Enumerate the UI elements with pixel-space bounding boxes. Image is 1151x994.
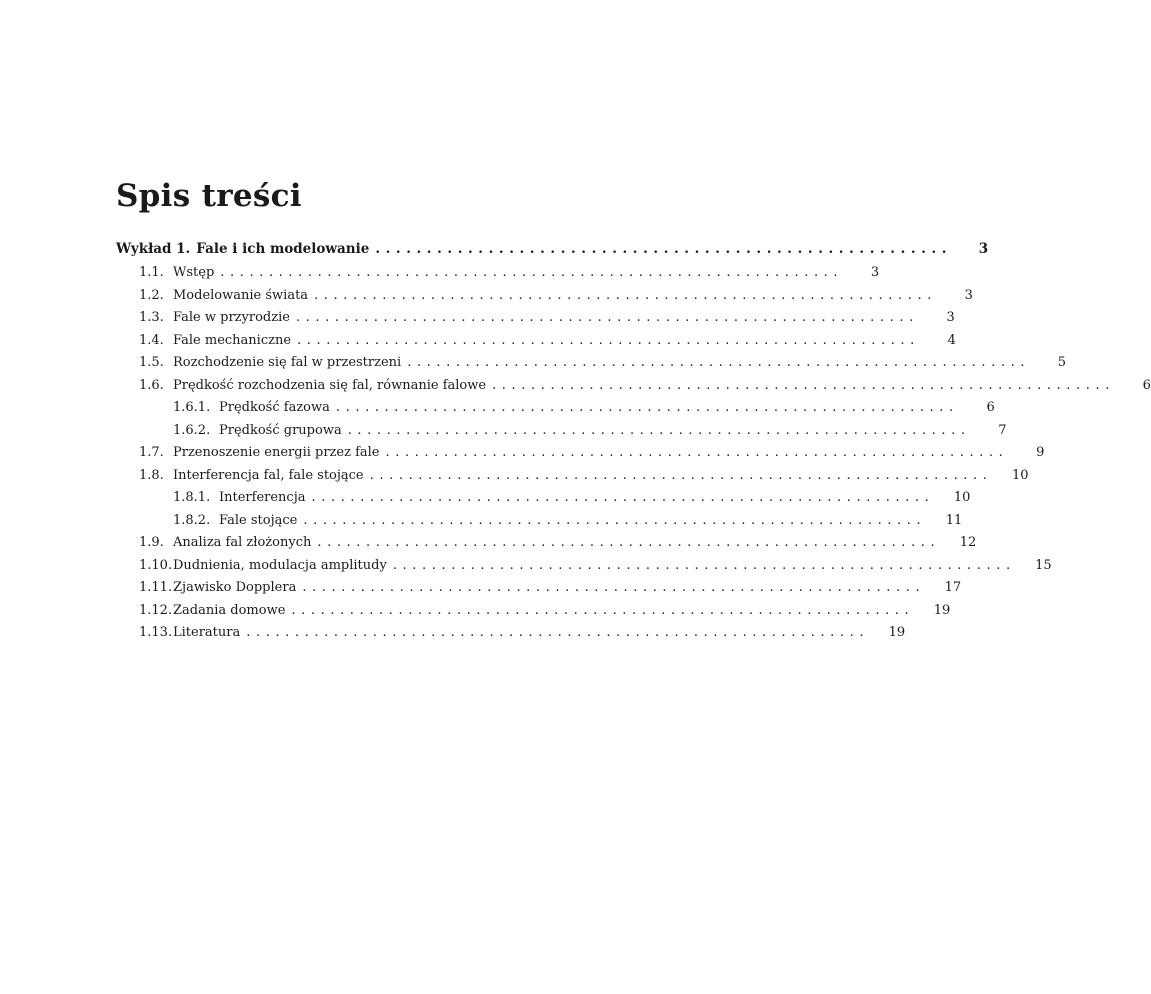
toc-chapter-title: Fale i ich modelowanie xyxy=(196,241,370,257)
toc-page-number: 9 xyxy=(1036,445,1045,460)
toc-subentry[interactable] xyxy=(173,488,971,508)
toc-page-number: 6 xyxy=(986,400,995,415)
toc-chapter-number: Wykład 1. xyxy=(116,241,191,257)
toc-dot-leader: ................................................................ xyxy=(311,490,935,505)
toc-entry[interactable] xyxy=(139,443,1045,463)
toc-chapter-entry[interactable] xyxy=(116,239,989,259)
toc-entry-number: 1.6.2. xyxy=(173,423,211,438)
toc-subentry[interactable] xyxy=(173,398,995,418)
toc-page-number: 19 xyxy=(888,625,906,640)
toc-entry-number: 1.13. xyxy=(139,625,173,640)
toc-entry-number: 1.9. xyxy=(139,535,164,550)
toc-entry-number: 1.2. xyxy=(139,288,164,303)
toc-dot-leader: ................................................................ xyxy=(392,558,1016,573)
toc-entry[interactable] xyxy=(139,466,1029,486)
toc-entry-number: 1.12. xyxy=(139,603,173,618)
toc-dot-leader: ................................................................ xyxy=(246,625,870,640)
toc-dot-leader: ................................................................ xyxy=(347,423,971,438)
toc-entry-title: Analiza fal złożonych xyxy=(173,535,312,550)
toc-dot-leader: ................................................................ xyxy=(291,603,915,618)
toc-entry-title: Fale w przyrodzie xyxy=(173,310,290,325)
toc-entry-title: Fale mechaniczne xyxy=(173,333,292,348)
toc-dot-leader: ................................................................ xyxy=(303,513,927,528)
toc-page-number: 3 xyxy=(978,241,989,257)
toc-entry[interactable] xyxy=(139,376,1151,396)
toc-page-number: 10 xyxy=(953,490,971,505)
toc-entry[interactable] xyxy=(139,578,962,598)
toc-entry-title: Prędkość grupowa xyxy=(219,423,342,438)
toc-entry-title: Przenoszenie energii przez fale xyxy=(173,445,380,460)
toc-entry-title: Dudnienia, modulacja amplitudy xyxy=(173,558,387,573)
toc-entry[interactable] xyxy=(139,308,955,328)
toc-dot-leader: ................................................................ xyxy=(314,288,937,303)
toc-entry-title: Fale stojące xyxy=(219,513,298,528)
toc-dot-leader: ................................................................ xyxy=(317,535,941,550)
toc-entry[interactable] xyxy=(139,263,880,283)
toc-entry-title: Interferencja xyxy=(219,490,306,505)
toc-entry-number: 1.8.2. xyxy=(173,513,211,528)
toc-dot-leader: ................................................................ xyxy=(385,445,1009,460)
toc-page-number: 3 xyxy=(870,265,880,280)
toc-subentry[interactable] xyxy=(173,421,1007,441)
toc-entry-number: 1.6.1. xyxy=(173,400,211,415)
toc-entry-title: Literatura xyxy=(173,625,241,640)
toc-entry-title: Modelowanie świata xyxy=(173,288,309,303)
toc-page-number: 17 xyxy=(944,580,962,595)
toc-entry-title: Prędkość fazowa xyxy=(219,400,330,415)
toc-entry-number: 1.10. xyxy=(139,558,173,573)
toc-dot-leader: ................................................................ xyxy=(407,355,1031,370)
toc-entry[interactable] xyxy=(139,623,906,643)
toc-entry[interactable] xyxy=(139,533,977,553)
toc-entry-number: 1.8. xyxy=(139,468,164,483)
toc-entry-number: 1.4. xyxy=(139,333,164,348)
toc-dot-leader: ................................................................ xyxy=(369,468,993,483)
toc-entry-title: Zjawisko Dopplera xyxy=(173,580,297,595)
toc-entry-title: Prędkość rozchodzenia się fal, równanie falowe xyxy=(173,378,487,393)
toc-entry-title: Rozchodzenie się fal w przestrzeni xyxy=(173,355,402,370)
toc-entry-title: Wstęp xyxy=(173,265,215,280)
toc-entry-number: 1.7. xyxy=(139,445,164,460)
toc-entry-number: 1.5. xyxy=(139,355,164,370)
toc-page-number: 12 xyxy=(959,535,977,550)
toc-entry-number: 1.6. xyxy=(139,378,164,393)
toc-page-number: 11 xyxy=(945,513,963,528)
toc-entry-number: 1.1. xyxy=(139,265,164,280)
page-title: Spis treści xyxy=(116,178,302,214)
toc-page-number: 3 xyxy=(964,288,973,303)
toc-dot-leader: ................................................................ xyxy=(295,310,919,325)
toc-entry-number: 1.11. xyxy=(139,580,173,595)
toc-dot-leader: ................................................................ xyxy=(220,265,844,280)
toc-dot-leader: ................................................................ xyxy=(335,400,959,415)
toc-page-number: 7 xyxy=(998,423,1007,438)
toc-entry[interactable] xyxy=(139,353,1067,373)
toc-page-number: 6 xyxy=(1142,378,1151,393)
toc-entry-title: Interferencja fal, fale stojące xyxy=(173,468,364,483)
toc-entry[interactable] xyxy=(139,331,956,351)
toc-entry[interactable] xyxy=(139,601,951,621)
toc-page-number: 15 xyxy=(1035,558,1052,573)
toc-entry[interactable] xyxy=(139,286,973,306)
toc-dot-leader: ................................................................ xyxy=(302,580,926,595)
toc-page-number: 3 xyxy=(946,310,955,325)
toc-dot-leader: ........................................................ xyxy=(375,241,953,257)
toc-entry[interactable] xyxy=(139,556,1052,576)
toc-entry-title: Zadania domowe xyxy=(173,603,286,618)
toc-page-number: 5 xyxy=(1057,355,1067,370)
toc-dot-leader: ................................................................ xyxy=(297,333,920,348)
toc-page-number: 4 xyxy=(947,333,956,348)
toc-entry-number: 1.3. xyxy=(139,310,164,325)
toc-entry-number: 1.8.1. xyxy=(173,490,211,505)
toc-subentry[interactable] xyxy=(173,511,963,531)
toc-page-number: 10 xyxy=(1011,468,1029,483)
toc-dot-leader: ................................................................ xyxy=(492,378,1115,393)
toc-page-number: 19 xyxy=(933,603,951,618)
